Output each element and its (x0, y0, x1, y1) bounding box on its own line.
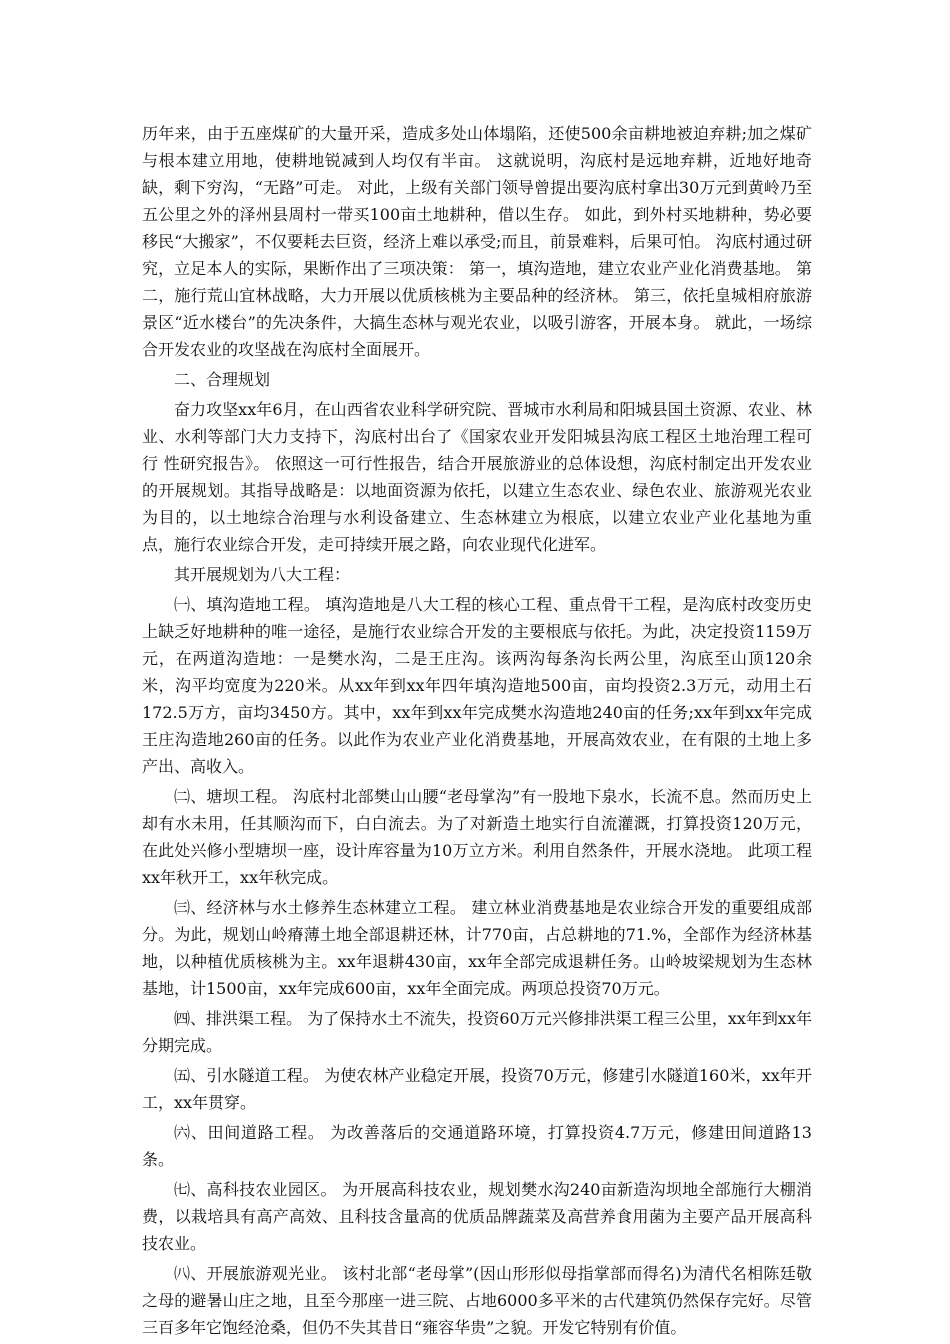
paragraph-project-5: ㈤、引水隧道工程。 为使农林产业稳定开展，投资70万元，修建引水隧道160米，xx年开工，xx年贯穿。 (142, 1066, 812, 1112)
paragraph-planning-strategy: 奋力攻坚xx年6月，在山西省农业科学研究院、晋城市水利局和阳城县国土资源、农业、林业、水利等部门大力支持下，沟底村出台了《国家农业开发阳城县沟底工程区土地治理工程可行 性研究报告》。 依照这一可行性报告，结合开展旅游业的总体设想，沟底村制定出开发农业的开展规划。其指导战略是：以地面资源为依托，以建立生态农业、绿色农业、旅游观光农业为目的，以土地综合治理与水利设备建立、生态林建立为根底，以建立农业产业化基地为重点，施行农业综合开发，走可持续开展之路，向农业现代化进军。 (142, 400, 812, 554)
paragraph-project-4: ㈣、排洪渠工程。 为了保持水土不流失，投资60万元兴修排洪渠工程三公里，xx年到xx年分期完成。 (142, 1009, 812, 1055)
paragraph-project-7: ㈦、高科技农业园区。 为开展高科技农业，规划樊水沟240亩新造沟坝地全部施行大棚消费，以栽培具有高产高效、且科技含量高的优质品牌蔬菜及高营养食用菌为主要产品开展高科技农业。 (142, 1180, 812, 1253)
paragraph-project-8: ㈧、开展旅游观光业。 该村北部“老母掌”(因山形形似母指掌部而得名)为清代名相陈廷敬之母的避暑山庄之地，且至今那座一进三院、占地6000多平米的古代建筑仍然保存完好。尽管三百多年它饱经沧桑，但仍不失其昔日“雍容华贵”之貌。开发它特别有价值。 (142, 1264, 812, 1337)
paragraph-project-1: ㈠、填沟造地工程。 填沟造地是八大工程的核心工程、重点骨干工程，是沟底村改变历史上缺乏好地耕种的唯一途径，是施行农业综合开发的主要根底与依托。为此，决定投资1159万元，在两道沟造地：一是樊水沟，二是王庄沟。该两沟每条沟长两公里，沟底至山顶120余米，沟平均宽度为220米。从xx年到xx年四年填沟造地500亩，亩均投资2.3万元，动用土石172.5万方，亩均3450方。其中，xx年到xx年完成樊水沟造地240亩的任务;xx年到xx年完成王庄沟造地260亩的任务。以此作为农业产业化消费基地，开展高效农业，在有限的土地上多产出、高收入。 (142, 595, 812, 776)
document-page (142, 120, 812, 1344)
section-heading-planning: 二、合理规划 (174, 370, 271, 389)
paragraph-background: 历年来，由于五座煤矿的大量开采，造成多处山体塌陷，还使500余亩耕地被迫弃耕;加之煤矿与根本建立用地，使耕地锐减到人均仅有半亩。 这就说明，沟底村是远地弃耕，近地好地奇缺，剩下穷沟，“无路”可走。 对此，上级有关部门领导曾提出要沟底村拿出30万元到黄岭乃至五公里之外的泽州县周村一带买100亩土地耕种，借以生存。 如此，到外村买地耕种，势必要移民“大搬家”，不仅要耗去巨资，经济上难以承受;而且，前景难料，后果可怕。 沟底村通过研究，立足本人的实际，果断作出了三项决策： 第一，填沟造地，建立农业产业化消费基地。 第二，施行荒山宜林战略，大力开展以优质核桃为主要品种的经济林。 第三，依托皇城相府旅游景区“近水楼台”的先决条件，大搞生态林与观光农业，以吸引游客，开展本身。 就此，一场综合开发农业的攻坚战在沟底村全面展开。 (142, 124, 812, 359)
paragraph-project-2: ㈡、塘坝工程。 沟底村北部樊山山腰“老母掌沟”有一股地下泉水，长流不息。然而历史上却有水未用，任其顺沟而下，白白流去。为了对新造土地实行自流灌溉，打算投资120万元，在此处兴修小型塘坝一座，设计库容量为10万立方米。利用自然条件，开展水浇地。 此项工程xx年秋开工，xx年秋完成。 (142, 787, 812, 887)
paragraph-project-6: ㈥、田间道路工程。 为改善落后的交通道路环境，打算投资4.7万元，修建田间道路13条。 (142, 1123, 812, 1169)
paragraph-eight-projects-intro: 其开展规划为八大工程： (174, 565, 351, 584)
paragraph-project-3: ㈢、经济林与水土修养生态林建立工程。 建立林业消费基地是农业综合开发的重要组成部分。为此，规划山岭瘠薄土地全部退耕还林，计770亩，占总耕地的71.%，全部作为经济林基地，以种植优质核桃为主。xx年退耕430亩，xx年全部完成退耕任务。山岭坡梁规划为生态林基地，计1500亩，xx年完成600亩，xx年全面完成。两项总投资70万元。 (142, 898, 812, 998)
